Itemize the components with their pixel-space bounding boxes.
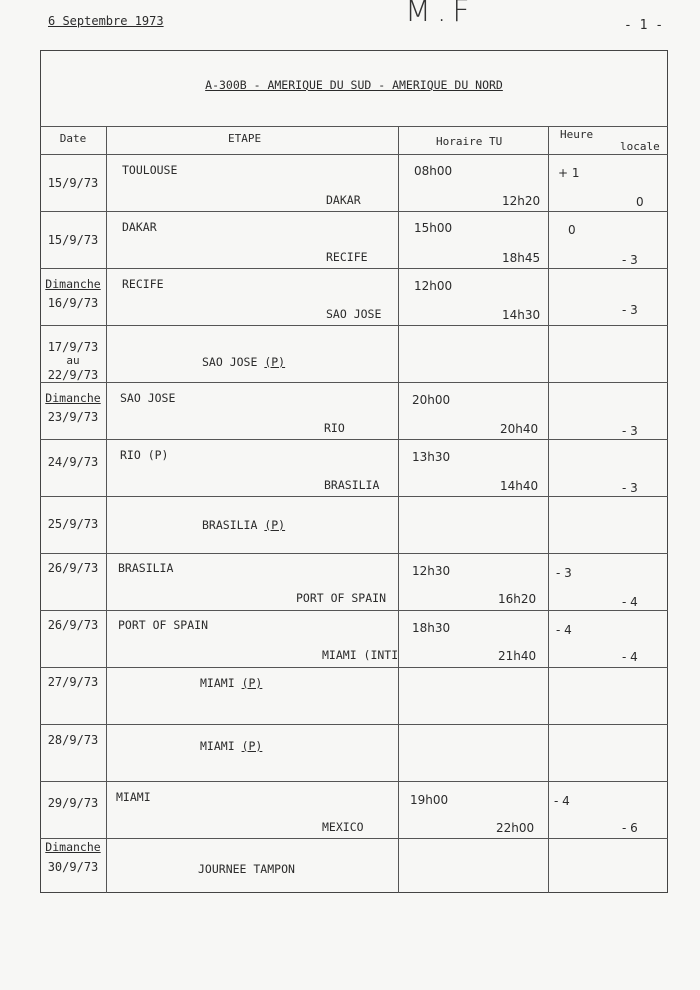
row-arr-time: 14h30	[502, 308, 541, 322]
row-rule	[40, 439, 668, 440]
row-date: 26/9/73	[47, 618, 99, 632]
row-rule	[40, 724, 668, 725]
row-tz-to: 0	[636, 195, 644, 209]
column-rule	[398, 126, 399, 893]
row-departure: MIAMI	[116, 790, 151, 804]
row-rule	[40, 610, 668, 611]
row-stay: BRASILIA (P)	[202, 518, 286, 532]
row-dep-time: 15h00	[414, 221, 453, 235]
row-tz-from: - 4	[556, 623, 572, 637]
row-tz-to: - 4	[622, 650, 638, 664]
row-tz-to: - 3	[622, 481, 638, 495]
row-tz-from: + 1	[558, 166, 580, 180]
row-tz-from: - 3	[556, 566, 572, 580]
row-stay: SAO JOSE (P)	[202, 355, 286, 369]
row-arr-time: 12h20	[502, 194, 541, 208]
row-stay: MIAMI (P)	[200, 739, 263, 753]
document-date: 6 Septembre 1973	[48, 14, 164, 28]
row-rule	[40, 382, 668, 383]
column-header-date: Date	[59, 132, 87, 145]
row-date-until: au	[66, 354, 80, 367]
row-dep-time: 20h00	[412, 393, 451, 407]
row-rule	[40, 496, 668, 497]
row-date: 29/9/73	[47, 796, 99, 810]
row-departure: RIO (P)	[120, 448, 169, 462]
row-rule	[40, 154, 668, 155]
row-arrival: DAKAR	[326, 193, 361, 207]
page-number: - 1 -	[624, 18, 664, 33]
row-date: 23/9/73	[47, 410, 99, 424]
row-tz-from: - 4	[554, 794, 570, 808]
row-departure: PORT OF SPAIN	[118, 618, 209, 632]
column-rule	[106, 126, 107, 893]
row-departure: BRASILIA	[118, 561, 174, 575]
row-date-end: 22/9/73	[47, 368, 99, 382]
row-arrival: MIAMI (INTI	[322, 648, 399, 662]
row-rule	[40, 211, 668, 212]
row-date: 15/9/73	[47, 233, 99, 247]
row-date: 15/9/73	[47, 176, 99, 190]
row-dep-time: 12h30	[412, 564, 451, 578]
row-date: 30/9/73	[47, 860, 99, 874]
row-date: 16/9/73	[47, 296, 99, 310]
row-date: 27/9/73	[47, 675, 99, 689]
row-arr-time: 21h40	[498, 649, 537, 663]
column-header-etape: ETAPE	[228, 132, 262, 145]
row-date: 28/9/73	[47, 733, 99, 747]
column-header-heure: Heure	[560, 128, 594, 141]
row-rule	[40, 838, 668, 839]
row-rule	[40, 268, 668, 269]
row-arrival: RIO	[324, 421, 345, 435]
column-rule	[548, 126, 549, 893]
row-stay: JOURNEE TAMPON	[198, 862, 295, 876]
row-departure: RECIFE	[122, 277, 164, 291]
row-arrival: MEXICO	[322, 820, 364, 834]
handwritten-initials: M.F	[405, 0, 476, 29]
header-rule	[40, 126, 668, 127]
row-rule	[40, 667, 668, 668]
row-weekday: Dimanche	[45, 840, 101, 854]
row-dep-time: 18h30	[412, 621, 451, 635]
row-dep-time: 19h00	[410, 793, 449, 807]
table-title: A-300B - AMERIQUE DU SUD - AMERIQUE DU NORD	[205, 78, 503, 92]
row-arrival: RECIFE	[326, 250, 368, 264]
row-tz-to: - 3	[622, 424, 638, 438]
row-weekday: Dimanche	[45, 277, 101, 291]
row-rule	[40, 781, 668, 782]
row-tz-to: - 6	[622, 821, 638, 835]
row-rule	[40, 553, 668, 554]
row-tz-from: 0	[568, 223, 576, 237]
row-arrival: SAO JOSE	[326, 307, 382, 321]
row-dep-time: 13h30	[412, 450, 451, 464]
row-weekday: Dimanche	[45, 391, 101, 405]
row-arr-time: 22h00	[496, 821, 535, 835]
column-header-horaire: Horaire TU	[436, 135, 503, 148]
row-arr-time: 14h40	[500, 479, 539, 493]
row-dep-time: 08h00	[414, 164, 453, 178]
row-tz-to: - 3	[622, 303, 638, 317]
row-departure: TOULOUSE	[122, 163, 178, 177]
column-header-locale: locale	[620, 140, 660, 153]
row-departure: SAO JOSE	[120, 391, 176, 405]
row-arr-time: 20h40	[500, 422, 539, 436]
row-rule	[40, 325, 668, 326]
row-date: 24/9/73	[47, 455, 99, 469]
row-dep-time: 12h00	[414, 279, 453, 293]
row-departure: DAKAR	[122, 220, 157, 234]
row-tz-to: - 4	[622, 595, 638, 609]
row-tz-to: - 3	[622, 253, 638, 267]
row-arrival: PORT OF SPAIN	[296, 591, 387, 605]
row-date: 25/9/73	[47, 517, 99, 531]
row-date-start: 17/9/73	[47, 340, 99, 354]
row-date: 26/9/73	[47, 561, 99, 575]
row-arrival: BRASILIA	[324, 478, 380, 492]
row-arr-time: 16h20	[498, 592, 537, 606]
row-arr-time: 18h45	[502, 251, 541, 265]
row-stay: MIAMI (P)	[200, 676, 263, 690]
